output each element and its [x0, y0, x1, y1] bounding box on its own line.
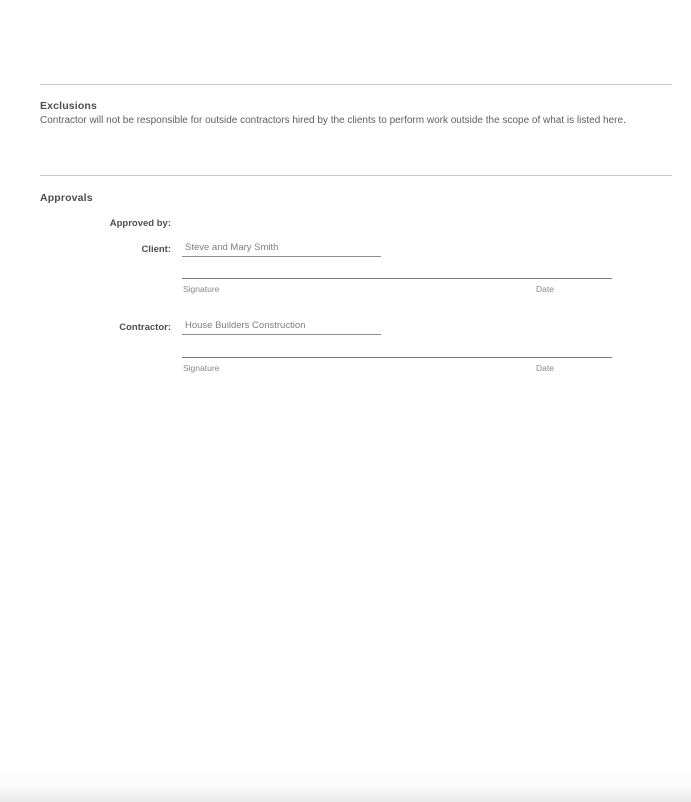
section-heading-exclusions: Exclusions — [40, 100, 97, 112]
client-label: Client: — [141, 244, 171, 255]
exclusions-paragraph: Contractor will not be responsible for outside contractors hired by the clients to perform work outside the scope of what is listed here. — [40, 115, 626, 126]
contractor-name-field[interactable] — [182, 320, 381, 335]
client-name-field[interactable] — [182, 242, 381, 257]
contractor-signature-caption: Signature — [183, 363, 220, 373]
contractor-label: Contractor: — [119, 322, 171, 333]
section-divider-exclusions — [40, 84, 672, 85]
contractor-name-value: House Builders Construction — [185, 320, 306, 331]
client-name-value: Steve and Mary Smith — [185, 242, 279, 253]
client-signature-caption: Signature — [183, 284, 220, 294]
contractor-signature-line[interactable] — [182, 357, 612, 358]
section-heading-approvals: Approvals — [40, 192, 93, 204]
client-signature-line[interactable] — [182, 278, 612, 279]
client-date-caption: Date — [536, 284, 554, 294]
page-bottom-edge — [0, 768, 691, 802]
contractor-date-caption: Date — [536, 363, 554, 373]
approved-by-label: Approved by: — [109, 218, 171, 229]
section-divider-approvals — [40, 175, 672, 176]
